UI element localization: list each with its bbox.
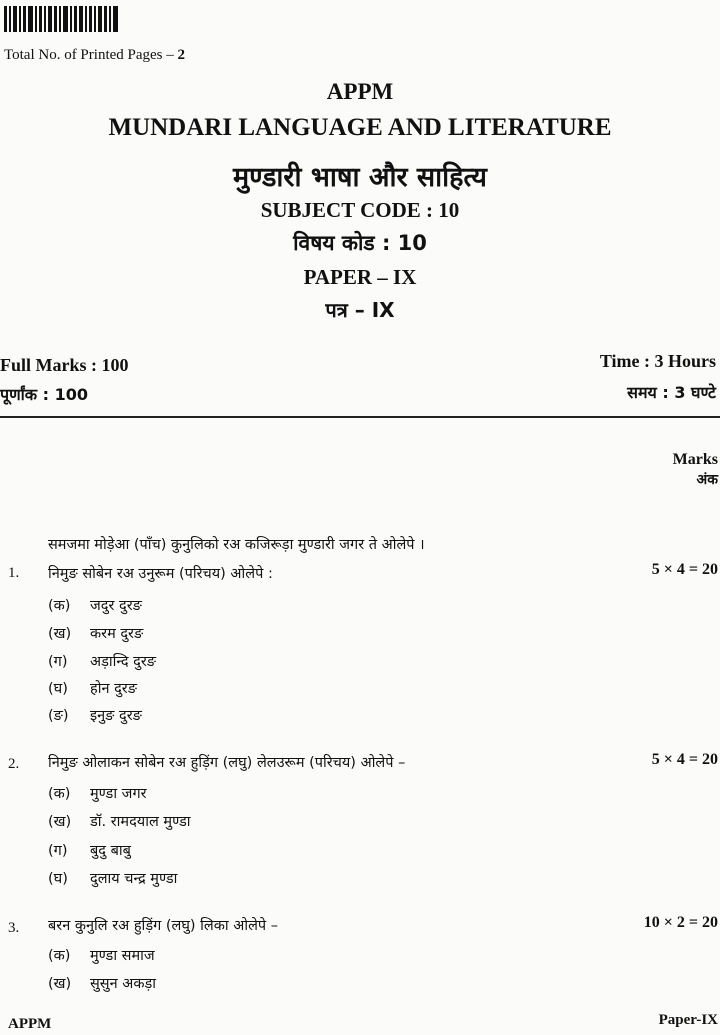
option-text: मुण्डा समाज <box>90 948 155 964</box>
paper-number-en: PAPER – IX <box>303 265 417 289</box>
option-text: होन दुरङ <box>90 681 137 697</box>
option-text: सुसुन अकड़ा <box>90 976 156 992</box>
question-text: निमुङ ओलाकन सोबेन रअ हुड़िंग (लघु) लेलउरूम (परिचय) ओलेपे – <box>48 755 406 771</box>
option-label: (क) <box>48 786 71 802</box>
option <box>48 678 137 698</box>
option-label: (क) <box>48 948 71 964</box>
option-label: (ख) <box>48 626 72 642</box>
option <box>48 783 147 803</box>
option <box>48 840 131 860</box>
question-text: निमुङ सोबेन रअ उनुरूम (परिचय) ओलेपे : <box>48 566 273 582</box>
printed-pages-label: Total No. of Printed Pages – <box>4 47 174 63</box>
full-marks-en: Full Marks : 100 <box>0 355 129 375</box>
option-label: (क) <box>48 598 71 614</box>
option-text: करम दुरङ <box>90 626 144 642</box>
question-number: 1. <box>8 565 20 581</box>
option-label: (ख) <box>48 976 72 992</box>
option <box>48 623 143 643</box>
marks-heading-hi: अंक <box>696 472 718 488</box>
time-hi: समय : 3 घण्टे <box>627 383 716 402</box>
subject-title-hi: मुण्डारी भाषा और साहित्य <box>233 162 487 193</box>
question-marks: 10 × 2 = 20 <box>643 914 718 931</box>
printed-pages-count: 2 <box>177 47 186 63</box>
subject-code-en: SUBJECT CODE : 10 <box>260 198 460 222</box>
option-label: (ङ) <box>48 708 69 724</box>
option-text: डॉ. रामदयाल मुण्डा <box>90 814 191 830</box>
question-marks: 5 × 4 = 20 <box>651 751 718 768</box>
question-text: बरन कुनुलि रअ हुड़िंग (लघु) लिका ओलेपे – <box>48 918 279 934</box>
marks-heading-en: Marks <box>672 451 718 468</box>
option-text: जदुर दुरङ <box>90 598 142 614</box>
option-text: इनुङ दुरङ <box>90 708 142 724</box>
option <box>48 973 156 993</box>
exam-title: APPM <box>326 79 394 104</box>
full-marks-hi: पूर्णांक : 100 <box>0 385 89 404</box>
option-label: (ग) <box>48 843 68 859</box>
footer-code: APPM <box>8 1016 52 1032</box>
option-text: अड़ान्दि दुरङ <box>90 654 157 670</box>
question-number: 2. <box>8 756 20 772</box>
option <box>48 945 155 965</box>
option-label: (घ) <box>48 681 68 697</box>
option <box>48 705 142 725</box>
barcode <box>4 6 120 32</box>
subject-title-en: MUNDARI LANGUAGE AND LITERATURE <box>108 114 612 141</box>
instruction: समजमा मोड़ेआ (पाँच) कुनुलिको रअ कजिरूड़ा मुण्डारी जगर ते ओलेपे । <box>48 537 425 553</box>
header-divider <box>0 416 720 418</box>
footer-paper: Paper-IX <box>658 1012 718 1028</box>
option-label: (ग) <box>48 654 68 670</box>
option <box>48 595 142 615</box>
time-en: Time : 3 Hours <box>599 351 716 371</box>
question-number: 3. <box>8 920 20 936</box>
option <box>48 868 177 888</box>
option <box>48 651 156 671</box>
question-marks: 5 × 4 = 20 <box>651 561 718 578</box>
option-text: बुदु बाबु <box>90 843 131 859</box>
subject-code-hi: विषय कोड : 10 <box>293 231 427 255</box>
option-label: (घ) <box>48 871 68 887</box>
printed-pages <box>4 47 185 64</box>
option-label: (ख) <box>48 814 72 830</box>
option-text: मुण्डा जगर <box>90 786 147 802</box>
option-text: दुलाय चन्द्र मुण्डा <box>90 871 178 887</box>
paper-number-hi: पत्र – IX <box>325 298 395 322</box>
option <box>48 811 190 831</box>
marks-heading <box>673 450 718 490</box>
